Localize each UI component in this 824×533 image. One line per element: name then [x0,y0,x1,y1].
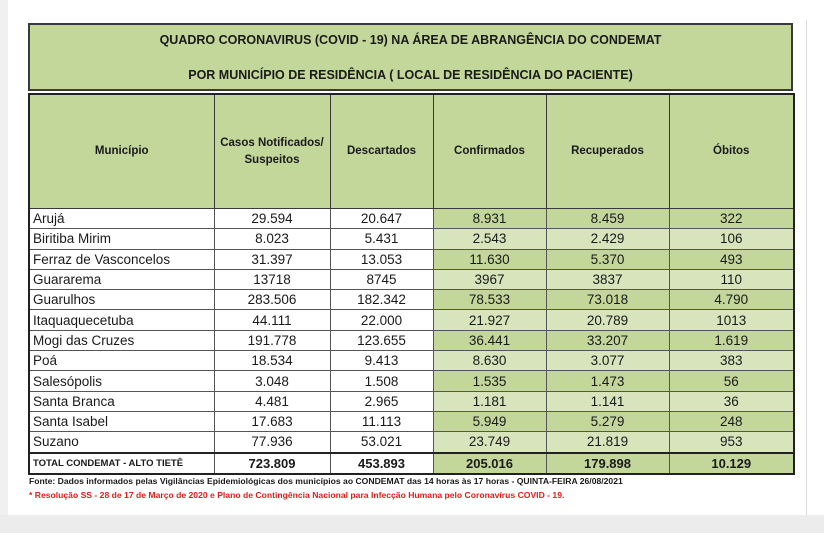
cell-descartados: 123.655 [330,330,433,350]
page-divider [806,20,807,530]
cell-municipio: Suzano [29,432,214,453]
cell-confirmados: 36.441 [433,330,546,350]
cell-obitos: 953 [669,432,794,453]
header-obitos: Óbitos [669,94,794,209]
header-municipio: Município [29,94,214,209]
cell-notificados: 4.481 [214,391,330,411]
total-recuperados: 179.898 [546,453,669,474]
cell-municipio: Biritiba Mirim [29,229,214,249]
cell-recuperados: 3.077 [546,351,669,371]
cell-descartados: 2.965 [330,391,433,411]
covid-table [28,93,795,475]
cell-recuperados: 3837 [546,269,669,289]
cell-recuperados: 1.141 [546,391,669,411]
total-descartados: 453.893 [330,453,433,474]
cell-municipio: Arujá [29,209,214,229]
cell-municipio: Guarulhos [29,290,214,310]
cell-notificados: 17.683 [214,411,330,431]
cell-confirmados: 23.749 [433,432,546,453]
cell-notificados: 18.534 [214,351,330,371]
cell-obitos: 56 [669,371,794,391]
cell-descartados: 182.342 [330,290,433,310]
cell-municipio: Ferraz de Vasconcelos [29,249,214,269]
cell-recuperados: 5.370 [546,249,669,269]
cell-descartados: 1.508 [330,371,433,391]
table-row [29,229,794,249]
header-confirmados: Confirmados [433,94,546,209]
table-row [29,351,794,371]
page-bottom-margin [0,515,824,533]
resolution-note: * Resolução SS - 28 de 17 de Março de 2020 e Plano de Contingência Nacional para Infecção Humana pelo Coronavírus COVID - 19. [29,490,565,500]
cell-municipio: Salesópolis [29,371,214,391]
table-row [29,432,794,453]
cell-recuperados: 33.207 [546,330,669,350]
table-row [29,371,794,391]
cell-obitos: 4.790 [669,290,794,310]
cell-municipio: Santa Branca [29,391,214,411]
total-label: TOTAL CONDEMAT - ALTO TIETÊ [29,453,214,474]
cell-notificados: 44.111 [214,310,330,330]
table-row [29,411,794,431]
table-title-box [28,23,793,91]
cell-notificados: 13718 [214,269,330,289]
cell-notificados: 283.506 [214,290,330,310]
cell-notificados: 3.048 [214,371,330,391]
table-row [29,249,794,269]
cell-recuperados: 2.429 [546,229,669,249]
cell-confirmados: 2.543 [433,229,546,249]
cell-obitos: 383 [669,351,794,371]
cell-descartados: 11.113 [330,411,433,431]
source-note: Fonte: Dados informados pelas Vigilâncias Epidemiológicas dos municípios ao CONDEMAT das 14 horas às 17 horas - QUINTA-FEIRA 26/08/2021 [29,476,623,486]
cell-municipio: Mogi das Cruzes [29,330,214,350]
cell-municipio: Santa Isabel [29,411,214,431]
title-line-1: QUADRO CORONAVIRUS (COVID - 19) NA ÁREA DE ABRANGÊNCIA DO CONDEMAT [159,33,662,47]
cell-obitos: 322 [669,209,794,229]
cell-confirmados: 3967 [433,269,546,289]
cell-descartados: 8745 [330,269,433,289]
cell-obitos: 1013 [669,310,794,330]
header-row [29,94,794,209]
table-row [29,269,794,289]
cell-descartados: 22.000 [330,310,433,330]
table-row [29,290,794,310]
title-line-2: POR MUNICÍPIO DE RESIDÊNCIA ( LOCAL DE RESIDÊNCIA DO PACIENTE) [188,68,633,82]
cell-recuperados: 1.473 [546,371,669,391]
cell-confirmados: 8.931 [433,209,546,229]
cell-descartados: 20.647 [330,209,433,229]
table-row [29,330,794,350]
cell-obitos: 248 [669,411,794,431]
cell-descartados: 5.431 [330,229,433,249]
header-notificados [214,94,330,209]
cell-notificados: 31.397 [214,249,330,269]
cell-confirmados: 1.181 [433,391,546,411]
cell-obitos: 1.619 [669,330,794,350]
cell-notificados: 8.023 [214,229,330,249]
cell-municipio: Poá [29,351,214,371]
cell-confirmados: 1.535 [433,371,546,391]
total-row [29,453,794,474]
table-row [29,209,794,229]
cell-obitos: 36 [669,391,794,411]
cell-confirmados: 21.927 [433,310,546,330]
cell-obitos: 110 [669,269,794,289]
cell-recuperados: 21.819 [546,432,669,453]
page-edge [0,0,8,533]
header-recuperados: Recuperados [546,94,669,209]
header-notificados-line2: Suspeitos [244,153,300,166]
cell-confirmados: 78.533 [433,290,546,310]
table-row [29,391,794,411]
cell-descartados: 9.413 [330,351,433,371]
cell-obitos: 106 [669,229,794,249]
cell-confirmados: 8.630 [433,351,546,371]
cell-notificados: 191.778 [214,330,330,350]
cell-recuperados: 73.018 [546,290,669,310]
cell-confirmados: 5.949 [433,411,546,431]
cell-descartados: 53.021 [330,432,433,453]
cell-descartados: 13.053 [330,249,433,269]
cell-notificados: 77.936 [214,432,330,453]
header-notificados-line1: Casos Notificados/ [220,136,324,149]
cell-recuperados: 5.279 [546,411,669,431]
total-notificados: 723.809 [214,453,330,474]
table-row [29,310,794,330]
header-descartados: Descartados [330,94,433,209]
cell-municipio: Guararema [29,269,214,289]
cell-confirmados: 11.630 [433,249,546,269]
cell-notificados: 29.594 [214,209,330,229]
cell-obitos: 493 [669,249,794,269]
total-obitos: 10.129 [669,453,794,474]
total-confirmados: 205.016 [433,453,546,474]
cell-recuperados: 20.789 [546,310,669,330]
cell-municipio: Itaquaquecetuba [29,310,214,330]
cell-recuperados: 8.459 [546,209,669,229]
